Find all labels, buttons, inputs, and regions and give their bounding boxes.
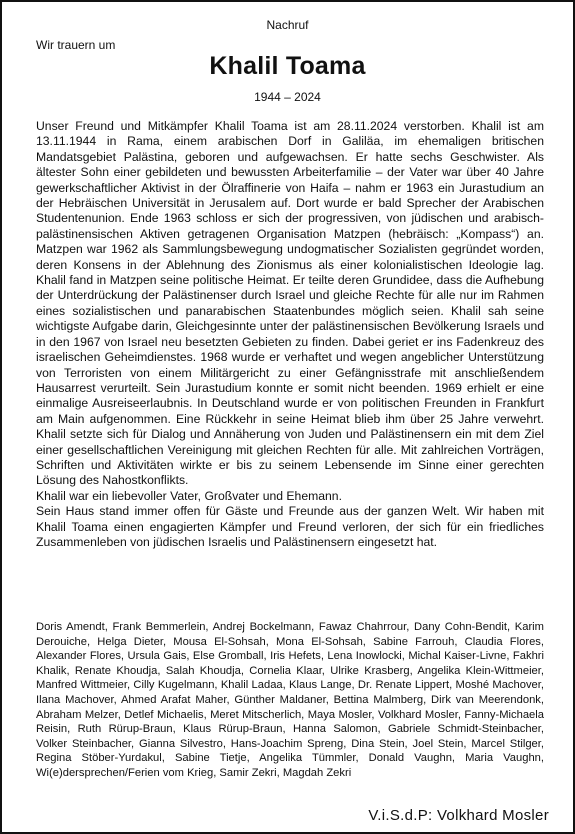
body-paragraph-closing: Sein Haus stand immer offen für Gäste und Freunde aus der ganzen Welt. Wir haben mit Khalil Toama einen engagierten Kämpfer und Freund verloren, der sich für ein friedliches Zusammenleben von jüdischen Israelis und Palästinensern eingesetzt hat. xyxy=(36,504,544,549)
body-paragraph-biography: Unser Freund und Mitkämpfer Khalil Toama ist am 28.11.2024 verstorben. Khalil ist am 13.11.1944 in Rama, einem arabischen Dorf in Galiläa, im ehemaligen britischen Mandatsgebiet Palästina, geboren und aufgewachsen. Er hatte sechs Geschwister. Als ältester Sohn einer gebildeten und bewussten Arbeiterfamilie – der Vater war über 40 Jahre gewerkschaftlicher Aktivist in der Ölraffinerie von Haifa – nahm er 1963 ein Jurastudium an der Hebräischen Universität in Jerusalem auf. Dort wurde er bald Sprecher der Arabischen Studentenunion. Ende 1963 schloss er sich der progressiven, von jüdischen und arabisch-palästinensischen Aktiven getragenen Organisation Matzpen (hebräisch: „Kompass“) an. Matzpen war 1962 als Sammlungsbewegung undogmatischer Sozialisten gegründet worden, deren Konsens in der Ablehnung des Zionismus als einer kolonialistischen Ideologie lag. Khalil fand in Matzpen seine politische Heimat. Er teilte deren Grundidee, dass die Aufhebung der Unterdrückung der Palästinenser durch Israel und gleiche Rechte für alle nur im Rahmen eines sozialistischen und panarabischen Staatenbundes möglich seien. Khalil sah seine wichtigste Aufgabe darin, Gleichgesinnte unter der palästinensischen Bevölkerung Israels und in den 1967 von Israel neu besetzten Gebieten zu finden. Dabei geriet er ins Fadenkreuz des israelischen Geheimdienstes. 1968 wurde er verhaftet und wegen angeblicher Unterstützung von Terroristen von einem Militärgericht zu einer Gefängnisstrafe mit anschließendem Hausarrest verurteilt. Sein Jurastudium konnte er somit nicht beenden. 1969 erhielt er eine einmalige Ausreiseerlaubnis. In Deutschland wurde er von politischen Freunden in Frankfurt am Main aufgenommen. Eine Rückkehr in seine Heimat blieb ihm über 25 Jahre verwehrt. Khalil setzte sich für Dialog und Annäherung von Juden und Palästinensern ein mit dem Ziel einer gesellschaftlichen Vereinigung mit gleichen Rechten für alle. Mit zahlreichen Vorträgen, Schriften und Aktivitäten wirkte er bis zu seinem Lebensende im Sinne einer gerechten Lösung des Nahostkonflikts. xyxy=(36,119,544,488)
notice-label: Nachruf xyxy=(266,18,309,32)
body-paragraph-family: Khalil war ein liebevoller Vater, Großvater und Ehemann. xyxy=(36,488,342,503)
intro-text: Wir trauern um xyxy=(36,38,116,52)
deceased-name: Khalil Toama xyxy=(209,52,366,80)
responsible-person: V.i.S.d.P: Volkhard Mosler xyxy=(368,807,549,824)
obituary-body xyxy=(36,119,544,550)
mourners-list: Doris Amendt, Frank Bemmerlein, Andrej Bockelmann, Fawaz Chahrrour, Dany Cohn-Bendit, Karim Derouiche, Helga Dieter, Mousa El-Sohsah, Mona El-Sohsah, Sabine Farrouh, Claudia Flores, Alexander Flores, Ursula Gais, Else Gromball, Iris Hefets, Lena Inowlocki, Michal Kaiser-Livne, Fakhri Khalik, Renate Khoudja, Salah Khoudja, Cornelia Klaar, Ulrike Krasberg, Angelika Klein-Wittmeier, Manfred Wittmeier, Cilly Kugelmann, Khalil Ladaa, Klaus Lange, Dr. Renate Lippert, Moshé Machover, Ilana Machover, Ahmed Arafat Maher, Günther Maldaner, Bettina Malmberg, Dirk van Meerendonk, Abraham Melzer, Detlef Michaelis, Meret Mitscherlich, Maya Mosler, Volkhard Mosler, Fanny-Michaela Reisin, Ruth Rürup-Braun, Klaus Rürup-Braun, Hanna Salomon, Gabriele Schmidt-Steinbacher, Volker Steinbacher, Gianna Silvestro, Hans-Joachim Spreng, Dina Stein, Joel Stein, Marcel Stilger, Regina Stöber-Yurdakul, Sabine Tietje, Angelika Tümmler, Donald Vaughn, Maria Vaughn, Wi(e)dersprechen/Ferien vom Krieg, Samir Zekri, Magdah Zekri xyxy=(36,621,544,779)
life-dates: 1944 – 2024 xyxy=(254,90,321,104)
